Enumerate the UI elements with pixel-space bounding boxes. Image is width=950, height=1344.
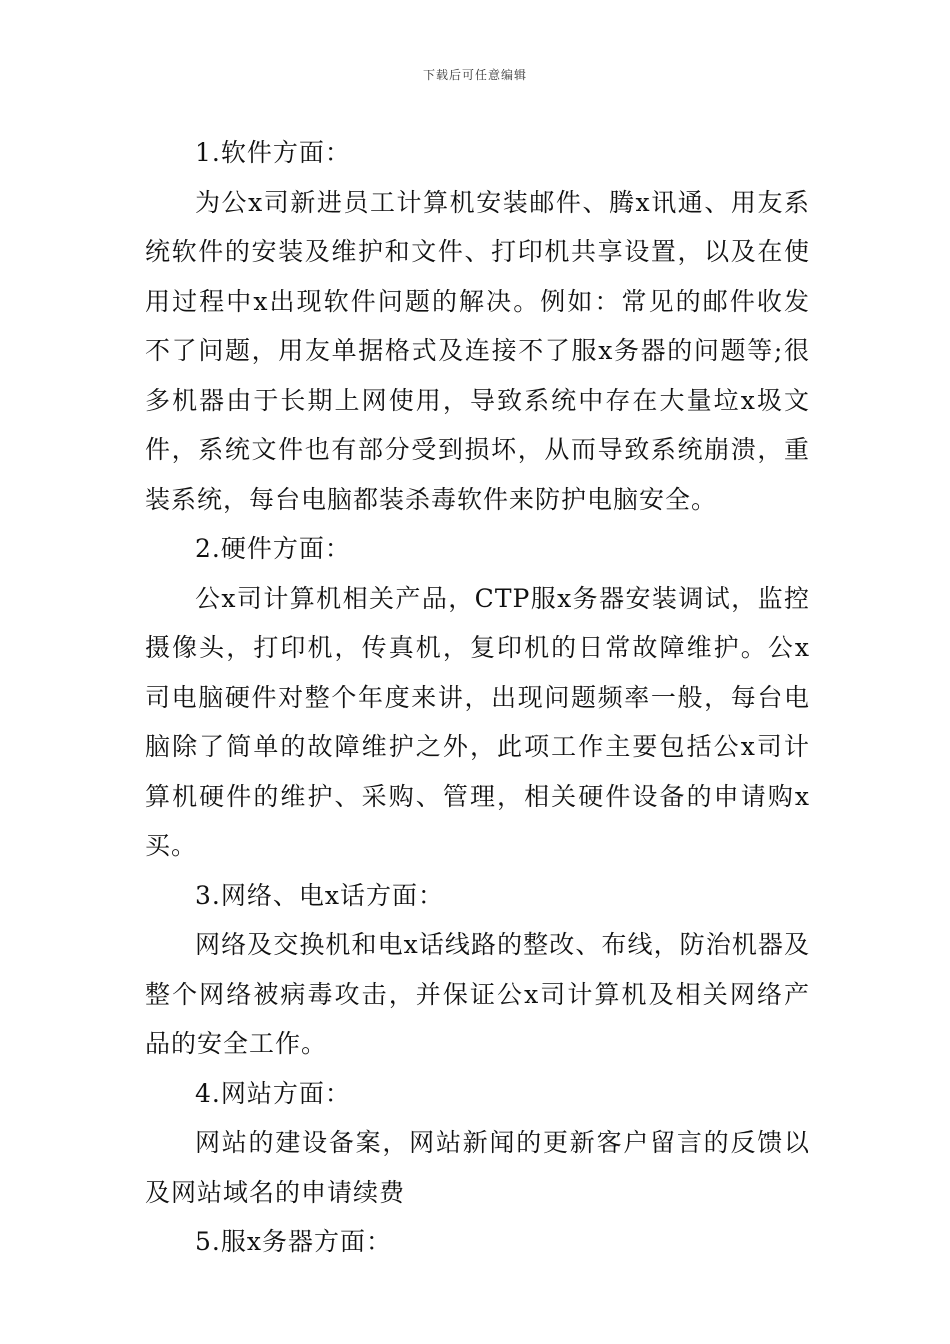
section-body-website: 网站的建设备案，网站新闻的更新客户留言的反馈以及网站域名的申请续费: [145, 1128, 810, 1207]
section-heading-website: 4.网站方面：: [195, 1078, 351, 1108]
section-body-software: 为公x司新进员工计算机安装邮件、腾x讯通、用友系统软件的安装及维护和文件、打印机共享设置，以及在使用过程中x出现软件问题的解决。例如：常见的邮件收发不了问题，用友单据格式及连接不了服x务器的问题等;很多机器由于长期上网使用，导致系统中存在大量垃x圾文件，系统文件也有部分受到损坏，从而导致系统崩溃，重装系统，每台电脑都装杀毒软件来防护电脑安全。: [145, 187, 810, 514]
section-heading-software: 1.软件方面：: [195, 138, 351, 167]
document-body: [145, 128, 810, 1267]
section-heading-hardware: 2.硬件方面：: [195, 534, 351, 563]
section-heading-network: 3.网络、电x话方面：: [195, 880, 444, 910]
header-note: 下载后可任意编辑: [422, 68, 527, 82]
section-heading-server: 5.服x务器方面：: [195, 1227, 392, 1256]
section-body-hardware: 公x司计算机相关产品，CTP服x务器安装调试，监控摄像头，打印机，传真机，复印机的日常故障维护。公x司电脑硬件对整个年度来讲，出现问题频率一般，每台电脑除了简单的故障维护之外，此项工作主要包括公x司计算机硬件的维护、采购、管理，相关硬件设备的申请购x买。: [145, 583, 810, 860]
section-body-network: 网络及交换机和电x话线路的整改、布线，防治机器及整个网络被病毒攻击，并保证公x司计算机及相关网络产品的安全工作。: [145, 930, 810, 1058]
